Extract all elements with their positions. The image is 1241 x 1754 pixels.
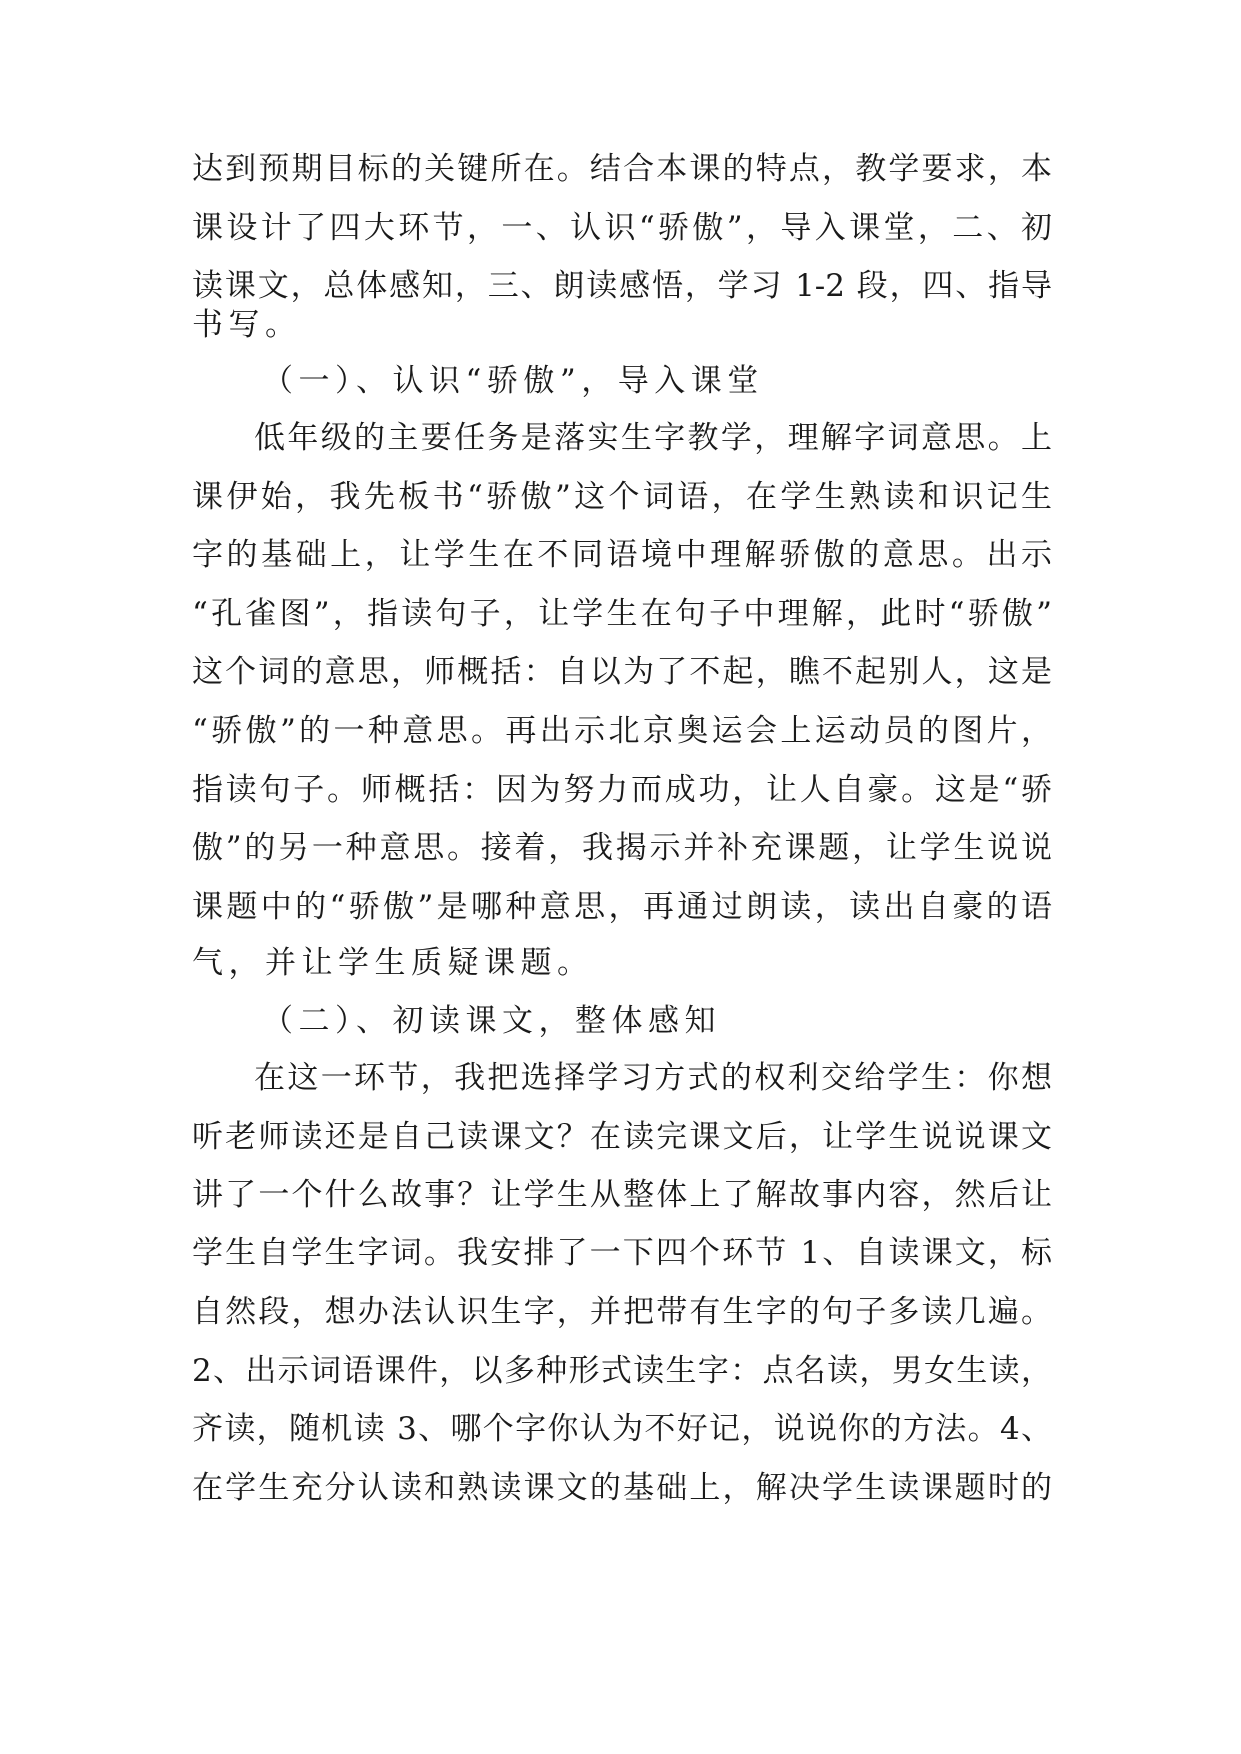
text-line: 气，并让学生质疑课题。 xyxy=(192,945,594,981)
text-line: 齐读，随机读 3、哪个字你认为不好记，说说你的方法。4、 xyxy=(192,1411,1052,1447)
text-line: 字的基础上，让学生在不同语境中理解骄傲的意思。出示 xyxy=(192,537,1052,573)
text-line: 读课文，总体感知，三、朗读感悟，学习 1-2 段，四、指导 xyxy=(192,268,1052,304)
text-line: 自然段，想办法认识生字，并把带有生字的句子多读几遍。 xyxy=(192,1294,1052,1330)
text-line: 指读句子。师概括：因为努力而成功，让人自豪。这是“骄 xyxy=(192,772,1052,808)
text-line: 书写。 xyxy=(192,307,302,343)
text-line: “孔雀图”，指读句子，让学生在句子中理解，此时“骄傲” xyxy=(192,596,1052,632)
text-line: 2、出示词语课件，以多种形式读生字：点名读，男女生读， xyxy=(192,1353,1052,1389)
text-line: “骄傲”的一种意思。再出示北京奥运会上运动员的图片， xyxy=(192,713,1052,749)
text-line: 在这一环节，我把选择学习方式的权利交给学生：你想 xyxy=(254,1060,1052,1096)
text-line: 课题中的“骄傲”是哪种意思，再通过朗读，读出自豪的语 xyxy=(192,889,1052,925)
text-line: 课伊始，我先板书“骄傲”这个词语，在学生熟读和识记生 xyxy=(192,479,1052,515)
text-line: 达到预期目标的关键所在。结合本课的特点，教学要求，本 xyxy=(192,151,1052,187)
text-line: 低年级的主要任务是落实生字教学，理解字词意思。上 xyxy=(254,420,1052,456)
section-heading-2: （二）、初读课文，整体感知 xyxy=(262,1003,721,1039)
text-line: 在学生充分认读和熟读课文的基础上，解决学生读课题时的 xyxy=(192,1470,1052,1506)
text-line: 讲了一个什么故事？让学生从整体上了解故事内容，然后让 xyxy=(192,1177,1052,1213)
section-heading-1: （一）、认识“骄傲”，导入课堂 xyxy=(262,363,764,399)
text-line: 傲”的另一种意思。接着，我揭示并补充课题，让学生说说 xyxy=(192,830,1052,866)
text-line: 课设计了四大环节，一、认识“骄傲”，导入课堂，二、初 xyxy=(192,210,1052,246)
text-line: 学生自学生字词。我安排了一下四个环节 1、自读课文，标 xyxy=(192,1235,1052,1271)
text-line: 这个词的意思，师概括：自以为了不起，瞧不起别人，这是 xyxy=(192,654,1052,690)
text-line: 听老师读还是自己读课文？在读完课文后，让学生说说课文 xyxy=(192,1119,1052,1155)
